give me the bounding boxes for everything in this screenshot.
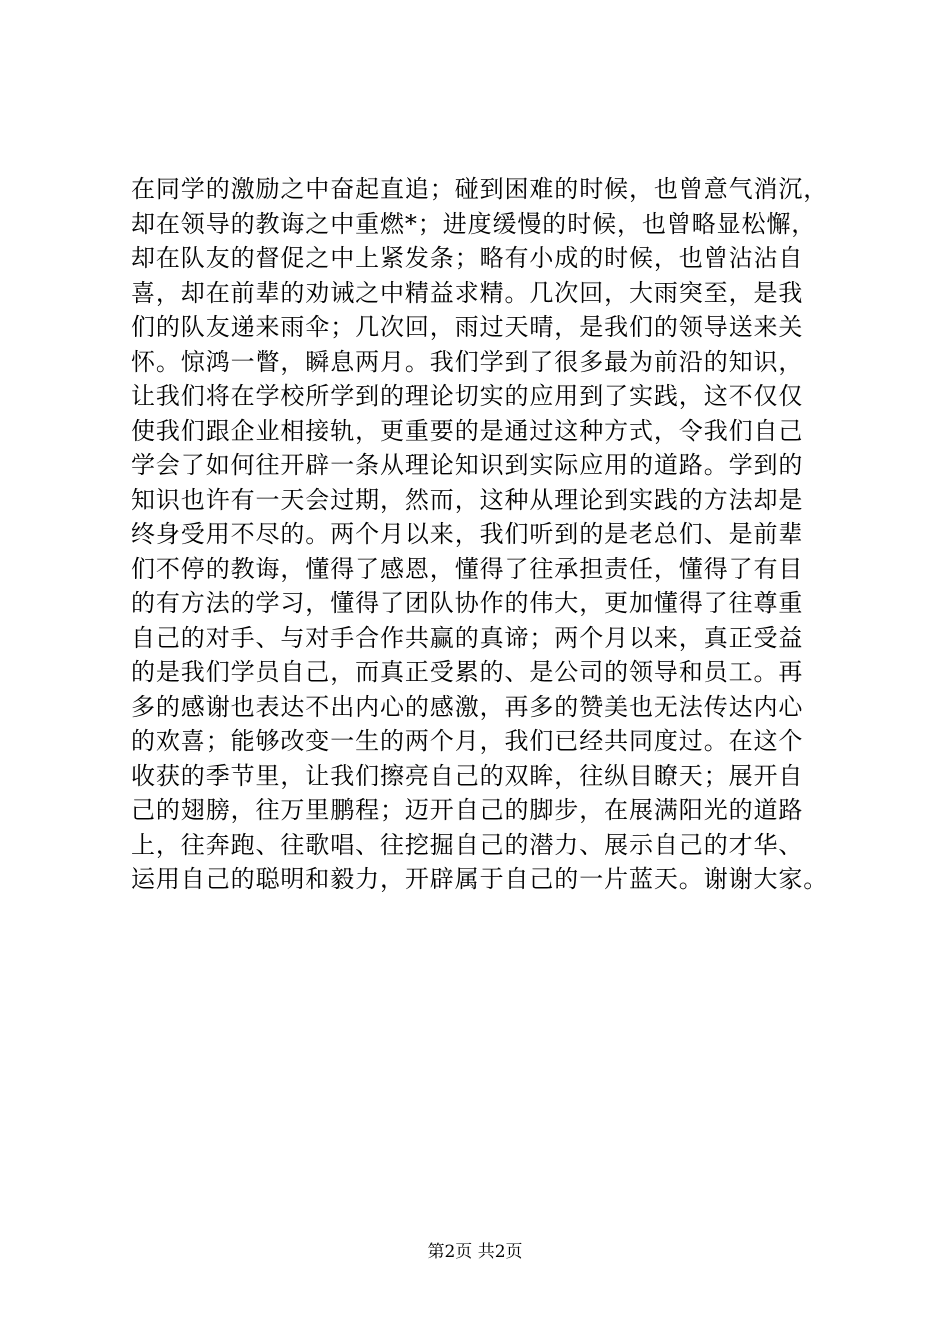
text-line: 让我们将在学校所学到的理论切实的应用到了实践，这不仅仅 <box>131 382 804 410</box>
text-line: 的有方法的学习，懂得了团队协作的伟大，更加懂得了往尊重 <box>131 589 804 617</box>
text-line: 们不停的教诲，懂得了感恩，懂得了往承担责任，懂得了有目 <box>131 554 804 583</box>
text-line: 在同学的激励之中奋起直追；碰到困难的时候，也曾意气消沉， <box>131 175 829 203</box>
text-line: 运用自己的聪明和毅力，开辟属于自己的一片蓝天。谢谢大家。 <box>131 865 829 893</box>
text-line: 知识也许有一天会过期，然而，这种从理论到实践的方法却是 <box>131 485 804 514</box>
text-line: 收获的季节里，让我们擦亮自己的双眸，往纵目瞭天；展开自 <box>131 761 804 790</box>
text-line: 怀。惊鸿一瞥，瞬息两月。我们学到了很多最为前沿的知识， <box>131 347 804 376</box>
text-line: 喜，却在前辈的劝诫之中精益求精。几次回，大雨突至，是我 <box>131 278 804 307</box>
text-line: 自己的对手、与对手合作共赢的真谛；两个月以来，真正受益 <box>131 623 804 652</box>
text-line: 的是我们学员自己，而真正受累的、是公司的领导和员工。再 <box>131 658 804 686</box>
body-text <box>131 172 831 897</box>
text-line: 己的翅膀，往万里鹏程；迈开自己的脚步，在展满阳光的道路 <box>131 796 804 824</box>
text-line: 多的感谢也表达不出内心的感激，再多的赞美也无法传达内心 <box>131 692 804 721</box>
text-line: 却在队友的督促之中上紧发条；略有小成的时候，也曾沾沾自 <box>131 244 804 272</box>
text-line: 终身受用不尽的。两个月以来，我们听到的是老总们、是前辈 <box>131 520 804 548</box>
text-line: 的欢喜；能够改变一生的两个月，我们已经共同度过。在这个 <box>131 727 804 755</box>
text-line: 使我们跟企业相接轨，更重要的是通过这种方式，令我们自己 <box>131 416 804 445</box>
text-line: 却在领导的教诲之中重燃*；进度缓慢的时候，也曾略显松懈， <box>131 209 817 238</box>
text-line: 们的队友递来雨伞；几次回，雨过天晴，是我们的领导送来关 <box>131 313 804 341</box>
text-line: 学会了如何往开辟一条从理论知识到实际应用的道路。学到的 <box>131 451 804 479</box>
page-footer: 第2页 共2页 <box>427 1242 523 1262</box>
text-line: 上，往奔跑、往歌唱、往挖掘自己的潜力、展示自己的才华、 <box>131 830 804 859</box>
